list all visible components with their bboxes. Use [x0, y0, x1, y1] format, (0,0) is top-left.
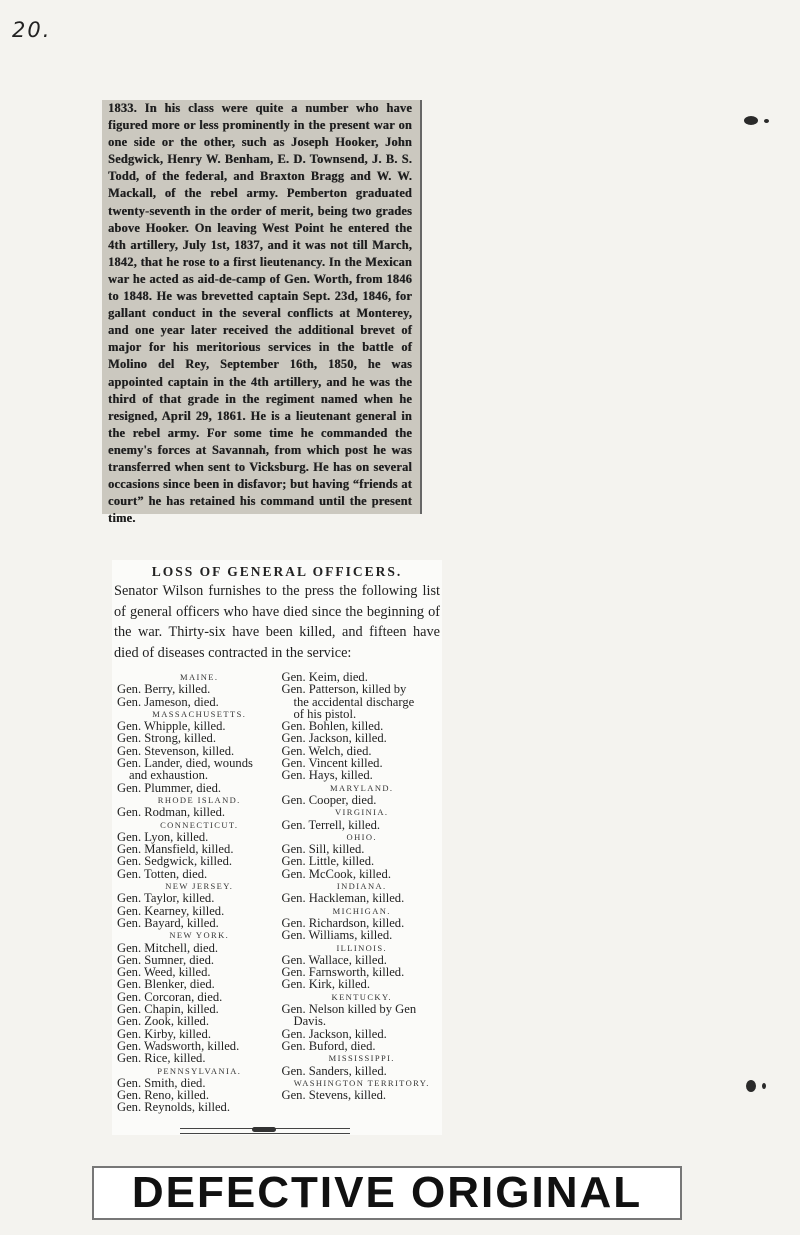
officer-entry: Gen. Taylor, killed.	[117, 891, 215, 906]
officer-entry: Gen. Lander, died, wounds	[117, 756, 253, 771]
officer-entry: Gen. Jackson, killed.	[281, 1026, 387, 1041]
loss-of-general-officers-clipping	[112, 560, 442, 1135]
officer-entry: Gen. Jackson, killed.	[281, 731, 387, 746]
state-heading: MAINE.	[180, 672, 219, 682]
officer-entry: Gen. Mitchell, died.	[117, 940, 219, 955]
officer-entry: Gen. Chapin, killed.	[117, 1002, 219, 1017]
officer-entry: Gen. Terrell, killed.	[281, 817, 381, 832]
officer-entry: Gen. Whipple, killed.	[117, 719, 226, 734]
officer-entry: Gen. Sanders, killed.	[281, 1063, 387, 1078]
officer-entry: Gen. Kearney, killed.	[117, 903, 225, 918]
officer-entry: Gen. Stevenson, killed.	[117, 743, 235, 758]
state-heading: MARYLAND.	[330, 782, 394, 793]
officer-entry: Gen. Wadsworth, killed.	[117, 1038, 240, 1053]
scan-speck	[744, 116, 758, 125]
biography-clipping	[102, 100, 422, 526]
officer-entry: Gen. Hackleman, killed.	[281, 891, 405, 906]
officer-entry: Gen. Bohlen, killed.	[281, 719, 384, 734]
scan-speck	[746, 1080, 756, 1092]
officer-entry-continuation: and exhaustion.	[129, 768, 209, 783]
officer-entry-continuation: of his pistol.	[293, 706, 357, 721]
officer-entry: Gen. Williams, killed.	[281, 928, 393, 943]
biography-text: 1833. In his class were quite a number who have figured more or less prominently in the present war on one side or the other, such as Joseph Hooker, John Sedgwick, Henry W. Benham, E. D. Townsend, J. B. S. Todd, of the federal, and Braxton Bragg and W. W. Mackall, of the rebel army. Pemberton graduated twenty-seventh in the order of merit, being two grades above Hooker. On leaving West Point he entered the 4th artillery, July 1st, 1837, and it was not till March, 1842, that he rose to a first lieutenancy. In the Mexican war he acted as aid-de-camp of Gen. Worth, from 1846 to 1848. He was brevetted captain Sept. 23d, 1846, for gallant conduct in the several conflicts at Monterey, and one year later received the additional brevet of major for his meritorious services in the battle of Molino del Rey, September 16th, 1850, he was appointed captain in the 4th artillery, and he was the third of that grade in the regiment named when he resigned, April 29, 1861. He is a lieutenant general in the rebel army. For some time he commanded the enemy's forces at Savannah, from which post he was transferred when sent to Vicksburg. He has on several occasions since been in disfavor; but having “friends at court” he has retained his command until the present time.	[108, 101, 412, 526]
officer-entry: Gen. Wallace, killed.	[281, 952, 387, 967]
officer-list-left-column	[112, 671, 281, 1114]
officer-entry: Gen. Stevens, killed.	[281, 1088, 387, 1103]
officer-entry: Gen. Zook, killed.	[117, 1014, 209, 1029]
officer-entry: Gen. Vincent killed.	[281, 756, 383, 771]
officer-entry: Gen. Reno, killed.	[117, 1088, 209, 1103]
officer-entry: Gen. Kirk, killed.	[281, 977, 370, 992]
officer-entry: Gen. Sumner, died.	[117, 952, 215, 967]
state-heading: WASHINGTON TERRITORY.	[293, 1077, 430, 1088]
officer-entry: Gen. McCook, killed.	[281, 866, 391, 881]
officer-list	[112, 671, 442, 1114]
state-heading: RHODE ISLAND.	[157, 794, 241, 805]
officer-entry: Gen. Weed, killed.	[117, 965, 211, 980]
officer-entry: Gen. Corcoran, died.	[117, 989, 223, 1004]
state-heading: KENTUCKY.	[331, 991, 392, 1002]
officer-entry: Gen. Patterson, killed by	[281, 682, 407, 697]
officer-entry: Gen. Richardson, killed.	[281, 915, 405, 930]
officer-entry: Gen. Lyon, killed.	[117, 829, 209, 844]
state-heading: ILLINOIS.	[336, 942, 388, 953]
state-heading: VIRGINIA.	[335, 807, 389, 818]
officer-entry: Gen. Welch, died.	[281, 743, 372, 758]
officer-entry: Gen. Cooper, died.	[281, 792, 377, 807]
state-heading: INDIANA.	[336, 881, 387, 892]
officer-entry: Gen. Jameson, died.	[117, 694, 219, 709]
state-heading: NEW YORK.	[169, 930, 230, 941]
page-number: 20.	[12, 18, 52, 42]
officer-entry: Gen. Plummer, died.	[117, 780, 222, 795]
officer-entry: Gen. Mansfield, killed.	[117, 842, 234, 857]
officer-entry: Gen. Hays, killed.	[281, 768, 373, 783]
officer-entry: Gen. Berry, killed.	[117, 682, 211, 697]
officer-entry: Gen. Little, killed.	[281, 854, 375, 869]
officer-entry-continuation: the accidental discharge	[293, 694, 415, 709]
officer-entry: Gen. Rodman, killed.	[117, 805, 226, 820]
state-heading: NEW JERSEY.	[165, 881, 234, 892]
officer-entry: Gen. Sedgwick, killed.	[117, 854, 233, 869]
officer-entry: Gen. Blenker, died.	[117, 977, 215, 992]
state-heading: MASSACHUSETTS.	[152, 708, 247, 719]
article-title: LOSS OF GENERAL OFFICERS.	[151, 564, 403, 579]
ornament-rule	[180, 1128, 350, 1134]
state-heading: PENNSYLVANIA.	[157, 1065, 242, 1076]
officer-entry: Gen. Totten, died.	[117, 866, 208, 881]
officer-entry: Gen. Bayard, killed.	[117, 915, 219, 930]
officer-entry: Gen. Sill, killed.	[281, 842, 365, 857]
defective-original-stamp: DEFECTIVE ORIGINAL	[92, 1166, 682, 1220]
officer-entry: Gen. Strong, killed.	[117, 731, 216, 746]
officer-entry-continuation: Davis.	[293, 1014, 327, 1029]
officer-entry: Gen. Smith, died.	[117, 1075, 206, 1090]
officer-entry: Gen. Reynolds, killed.	[117, 1100, 230, 1115]
officer-entry: Gen. Kirby, killed.	[117, 1026, 211, 1041]
officer-entry: Gen. Rice, killed.	[117, 1051, 206, 1066]
state-heading: MICHIGAN.	[332, 905, 391, 916]
officer-entry: Gen. Nelson killed by Gen	[281, 1002, 417, 1017]
state-heading: CONNECTICUT.	[160, 819, 239, 830]
scan-speck	[762, 1083, 766, 1089]
officer-entry: Gen. Buford, died.	[281, 1038, 376, 1053]
officer-entry: Gen. Keim, died.	[281, 670, 368, 684]
officer-entry: Gen. Farnsworth, killed.	[281, 965, 405, 980]
state-heading: MISSISSIPPI.	[328, 1053, 395, 1064]
scan-speck	[764, 119, 769, 123]
state-heading: OHIO.	[346, 831, 377, 842]
officer-list-right-column	[281, 671, 442, 1114]
article-intro: Senator Wilson furnishes to the press the following list of general officers who have died since the beginning of the war. Thirty-six have been killed, and fifteen have died of diseases contracted in the service:	[114, 583, 440, 661]
